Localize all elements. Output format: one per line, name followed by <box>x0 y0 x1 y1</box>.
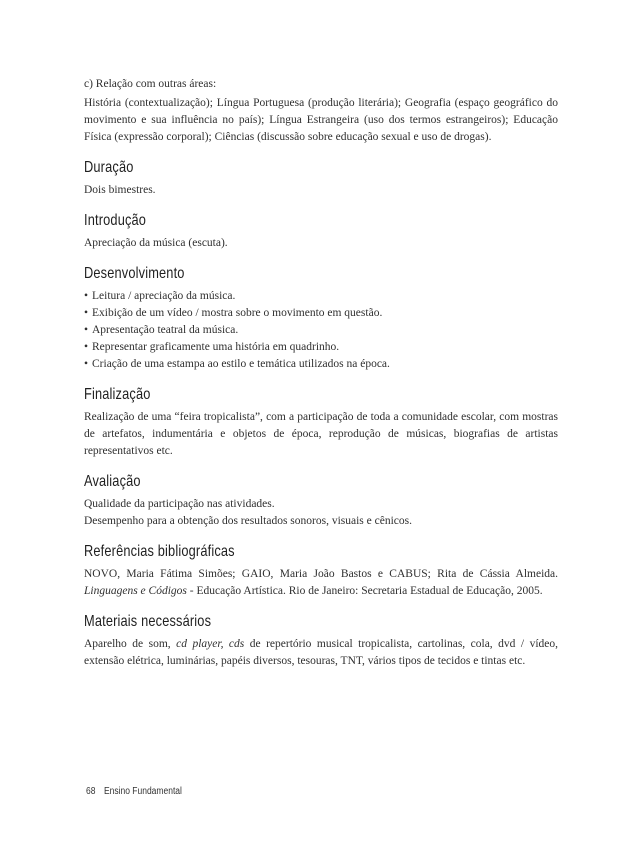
bullet-icon: • <box>84 341 89 353</box>
intro-heading: c) Relação com outras áreas: <box>84 78 217 90</box>
section-text-duracao: Dois bimestres. <box>84 184 156 196</box>
section-title-desenvolvimento: Desenvolvimento <box>84 265 185 282</box>
bullet-icon: • <box>84 307 89 319</box>
section-text-finalizacao: Realização de uma “feira tropicalista”, com a participação de toda a comunidade escolar, com mostras de artefatos, indumentária e objetos de época, reprodução de músicas, biografias de artistas representativos etc. <box>84 411 558 457</box>
list-item: • Representar graficamente uma história em quadrinho. <box>84 339 558 356</box>
section-title-avaliacao: Avaliação <box>84 473 141 490</box>
desenvolvimento-list <box>84 288 558 373</box>
page-content <box>84 76 558 670</box>
section-text-introducao: Apreciação da música (escuta). <box>84 237 228 249</box>
footer-section: Ensino Fundamental <box>103 786 182 797</box>
book-title: Linguagens e Códigos <box>84 585 187 597</box>
page-number: 68 <box>86 786 96 797</box>
list-item: • Apresentação teatral da música. <box>84 322 558 339</box>
bullet-icon: • <box>84 358 89 370</box>
intro-text: História (contextualização); Língua Portuguesa (produção literária); Geografia (espaço geográfico do movimento e sua influência no país); Língua Estrangeira (uso dos termos estrangeiros); Educação Física (expressão corporal); Ciências (discussão sobre educação sexual e uso de drogas). <box>84 97 558 143</box>
section-title-finalizacao: Finalização <box>84 386 151 403</box>
section-title-duracao: Duração <box>84 159 134 176</box>
list-item: • Leitura / apreciação da música. <box>84 288 558 305</box>
avaliacao-line: Qualidade da participação nas atividades. <box>84 498 275 510</box>
avaliacao-line: Desempenho para a obtenção dos resultados sonoros, visuais e cênicos. <box>84 515 412 527</box>
italic-term: cd player, cds <box>176 638 245 650</box>
bullet-icon: • <box>84 290 89 302</box>
section-title-introducao: Introdução <box>84 212 147 229</box>
list-item: • Criação de uma estampa ao estilo e temática utilizados na época. <box>84 356 558 373</box>
bullet-icon: • <box>84 324 89 336</box>
section-text-referencias: NOVO, Maria Fátima Simões; GAIO, Maria João Bastos e CABUS; Rita de Cássia Almeida. Linguagens e Códigos - Educação Artística. Rio de Janeiro: Secretaria Estadual de Educação, 2005. <box>84 568 558 597</box>
section-text-materiais: Aparelho de som, cd player, cds de repertório musical tropicalista, cartolinas, cola, dvd / vídeo, extensão elétrica, luminárias, papéis diversos, tesouras, TNT, vários tipos de tecidos e tintas etc. <box>84 638 558 667</box>
list-item: • Exibição de um vídeo / mostra sobre o movimento em questão. <box>84 305 558 322</box>
section-title-referencias: Referências bibliográficas <box>84 543 235 560</box>
section-title-materiais: Materiais necessários <box>84 613 212 630</box>
page-footer <box>86 786 182 797</box>
